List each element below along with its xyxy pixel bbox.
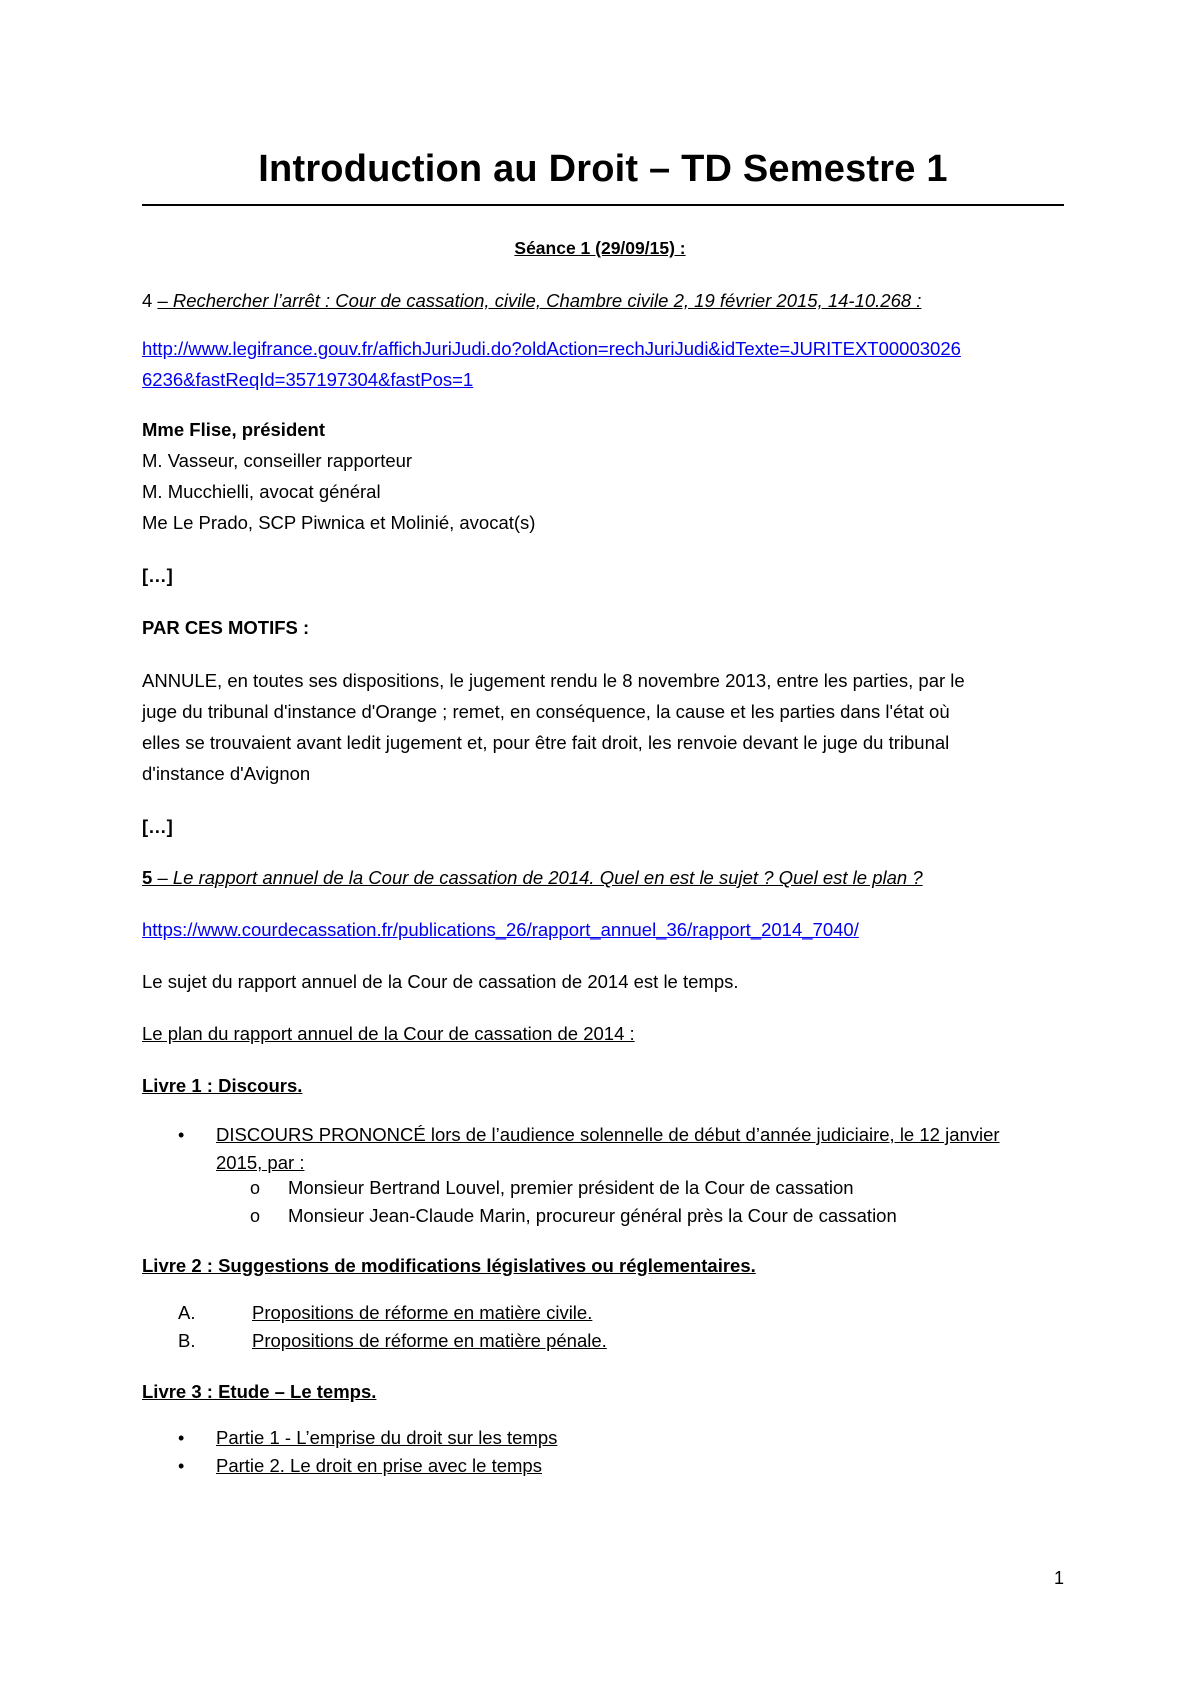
- ellipsis-1: […]: [142, 565, 173, 586]
- discours-line-1: DISCOURS PRONONCÉ lors de l’audience solennelle de début d’année judiciaire, le 12 janvier: [216, 1124, 1000, 1145]
- page-number: 1: [1054, 1568, 1065, 1588]
- question-4: [142, 289, 921, 313]
- par-ces-motifs-heading: PAR CES MOTIFS :: [142, 617, 310, 638]
- avocat-general-line: M. Mucchielli, avocat général: [142, 481, 381, 502]
- question-5-number: 5: [142, 867, 158, 888]
- discours-speaker-2: Monsieur Jean-Claude Marin, procureur général près la Cour de cassation: [288, 1205, 897, 1226]
- bullet-icon: •: [178, 1456, 185, 1476]
- president-line: Mme Flise, président: [142, 419, 325, 440]
- livre-2-item-a-letter: A.: [178, 1302, 196, 1323]
- document-title: Introduction au Droit – TD Semestre 1: [258, 148, 948, 190]
- annule-line-1: ANNULE, en toutes ses dispositions, le jugement rendu le 8 novembre 2013, entre les parties, par le: [142, 670, 965, 691]
- ellipsis-2: […]: [142, 816, 173, 837]
- question-4-text: – Rechercher l’arrêt : Cour de cassation, civile, Chambre civile 2, 19 février 2015, 14-10.268 :: [157, 290, 922, 311]
- annule-line-2: juge du tribunal d'instance d'Orange ; remet, en conséquence, la cause et les parties dans l'état où: [142, 701, 950, 722]
- question-5: [142, 866, 923, 890]
- annule-line-4: d'instance d'Avignon: [142, 763, 311, 784]
- avocats-line: Me Le Prado, SCP Piwnica et Molinié, avocat(s): [142, 512, 536, 533]
- livre-2-heading: Livre 2 : Suggestions de modifications législatives ou réglementaires.: [142, 1255, 756, 1276]
- seance-heading: Séance 1 (29/09/15) :: [514, 238, 686, 258]
- discours-line-2: 2015, par :: [216, 1152, 305, 1173]
- livre-2-item-b-letter: B.: [178, 1330, 196, 1351]
- annule-line-3: elles se trouvaient avant ledit jugement et, pour être fait droit, les renvoie devant le juge du tribunal: [142, 732, 950, 753]
- livre-2-item-b: Propositions de réforme en matière pénale.: [252, 1330, 607, 1351]
- legifrance-link-line-2[interactable]: 6236&fastReqId=357197304&fastPos=1: [142, 369, 474, 390]
- discours-speaker-1: Monsieur Bertrand Louvel, premier président de la Cour de cassation: [288, 1177, 854, 1198]
- livre-3-partie-2: Partie 2. Le droit en prise avec le temps: [216, 1455, 542, 1476]
- livre-3-partie-1: Partie 1 - L’emprise du droit sur les temps: [216, 1427, 558, 1448]
- rapporteur-line: M. Vasseur, conseiller rapporteur: [142, 450, 413, 471]
- bullet-icon: •: [178, 1428, 185, 1448]
- courdecassation-link[interactable]: https://www.courdecassation.fr/publications_26/rapport_annuel_36/rapport_2014_7040/: [142, 919, 859, 940]
- question-4-number: 4: [142, 290, 158, 311]
- plan-heading: Le plan du rapport annuel de la Cour de cassation de 2014 :: [142, 1023, 635, 1044]
- legifrance-link-line-1[interactable]: http://www.legifrance.gouv.fr/affichJuriJudi.do?oldAction=rechJuriJudi&idTexte=JURITEXT00003026: [142, 338, 961, 359]
- title-divider: [142, 204, 1064, 206]
- livre-2-item-a: Propositions de réforme en matière civile.: [252, 1302, 593, 1323]
- bullet-icon: •: [178, 1125, 185, 1145]
- question-5-text: – Le rapport annuel de la Cour de cassation de 2014. Quel en est le sujet ? Quel est le plan ?: [157, 867, 923, 888]
- livre-1-heading: Livre 1 : Discours.: [142, 1075, 303, 1096]
- sub-bullet-icon: o: [250, 1206, 261, 1226]
- livre-3-heading: Livre 3 : Etude – Le temps.: [142, 1381, 377, 1402]
- sub-bullet-icon: o: [250, 1178, 261, 1198]
- sujet-line: Le sujet du rapport annuel de la Cour de cassation de 2014 est le temps.: [142, 971, 739, 992]
